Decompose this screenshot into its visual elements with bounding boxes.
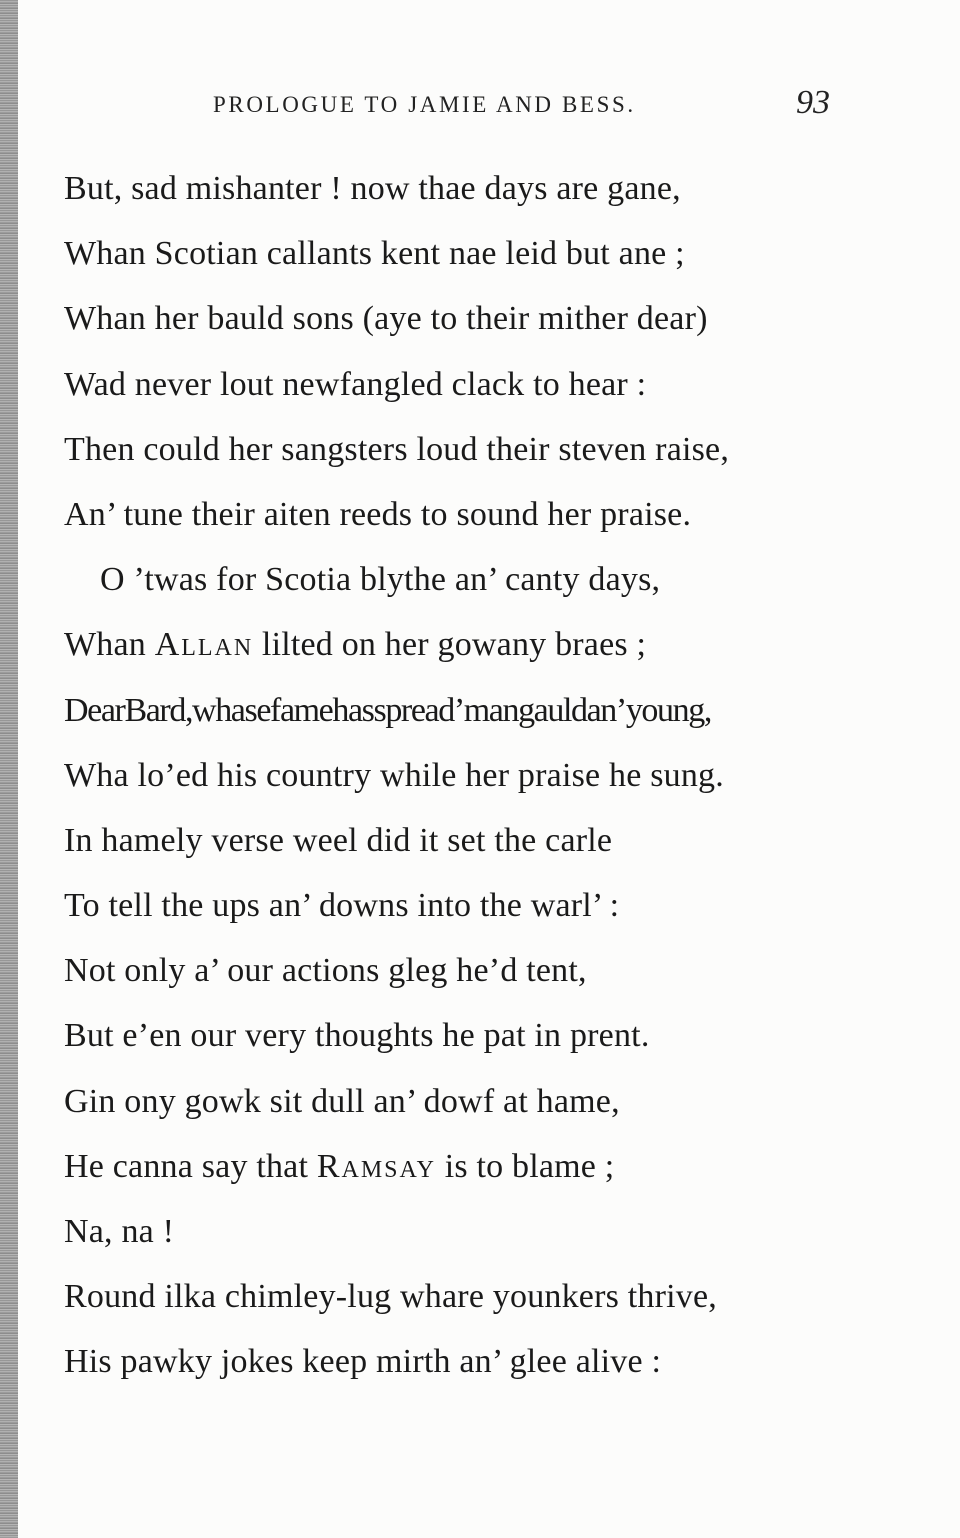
verse-block	[64, 166, 854, 1405]
verse-line-part: lilted on her gowany braes ;	[253, 626, 647, 664]
verse-line: Wad never lout newfangled clack to hear :	[64, 365, 647, 403]
verse-line: But, sad mishanter ! now thae days are gane,	[64, 170, 681, 207]
verse-line: An’ tune their aiten reeds to sound her praise.	[64, 495, 692, 533]
verse-line: Whan her bauld sons (aye to their mither dear)	[64, 300, 708, 338]
poet-name-ramsay: Ramsay	[316, 1147, 436, 1185]
verse-line: His pawky jokes keep mirth an’ glee alive :	[64, 1343, 662, 1381]
verse-line-part: is to blame ;	[436, 1147, 615, 1185]
verse-line: DearBard,whasefamehasspread’mangauldan’young,	[64, 691, 711, 729]
running-title: PROLOGUE TO JAMIE AND BESS.	[213, 92, 636, 117]
verse-line: Not only a’ our actions gleg he’d tent,	[64, 952, 587, 990]
verse-line: But e’en our very thoughts he pat in prent.	[64, 1017, 650, 1055]
verse-line: Round ilka chimley-lug whare younkers thrive,	[64, 1278, 717, 1316]
verse-line-part: He canna say that	[64, 1147, 317, 1185]
verse-line	[64, 622, 854, 687]
verse-line: Wha lo’ed his country while her praise he sung.	[64, 756, 724, 794]
page-number: 93	[796, 84, 830, 121]
verse-line: To tell the ups an’ downs into the warl’ :	[64, 887, 620, 925]
verse-line: Whan Scotian callants kent nae leid but ane ;	[64, 235, 685, 273]
verse-line: In hamely verse weel did it set the carle	[64, 821, 613, 859]
verse-line: Then could her sangsters loud their steven raise,	[64, 430, 730, 468]
binding-edge	[0, 0, 18, 1538]
poet-name-allan: Allan	[154, 626, 254, 664]
verse-line: Gin ony gowk sit dull an’ dowf at hame,	[64, 1082, 620, 1120]
verse-line-part: Whan	[64, 626, 155, 664]
verse-line: O ’twas for Scotia blythe an’ canty days,	[100, 561, 661, 599]
verse-line	[64, 1144, 854, 1209]
verse-line: Na, na !	[64, 1213, 175, 1250]
